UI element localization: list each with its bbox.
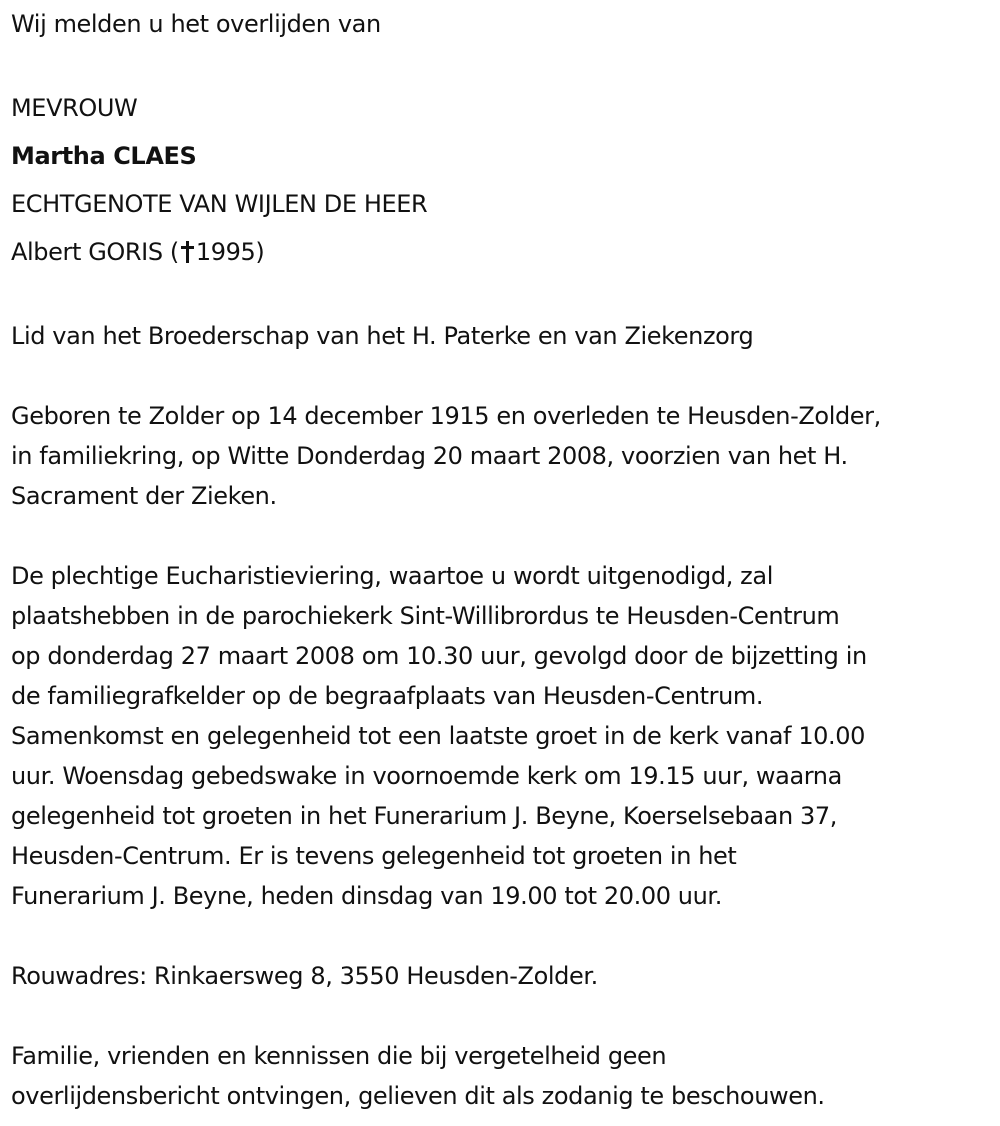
deceased-name: Martha CLAES (11, 142, 197, 170)
intro-text: Wij melden u het overlijden van (11, 10, 381, 38)
title-prefix: MEVROUW (11, 94, 138, 122)
paragraph-line: Familie, vrienden en kennissen die bij vergetelheid geen (11, 1042, 667, 1070)
paragraph-line: op donderdag 27 maart 2008 om 10.30 uur, gevolgd door de bijzetting in (11, 642, 867, 670)
paragraph-line: Samenkomst en gelegenheid tot een laatste groet in de kerk vanaf 10.00 (11, 722, 866, 750)
spouse-death-year: 1995) (195, 238, 265, 266)
death-notice (11, 4, 996, 1116)
spouse-relation: ECHTGENOTE VAN WIJLEN DE HEER (11, 190, 428, 218)
ceremony-paragraph (11, 556, 996, 916)
spacer (11, 516, 996, 556)
paragraph-line: overlijdensbericht ontvingen, gelieven dit als zodanig te beschouwen. (11, 1082, 825, 1110)
closing-paragraph (11, 1036, 996, 1116)
deceased-header (11, 84, 996, 276)
spouse-line (11, 228, 996, 276)
mourning-address: Rouwadres: Rinkaersweg 8, 3550 Heusden-Zolder. (11, 962, 598, 990)
spacer (11, 916, 996, 956)
paragraph-line: Heusden-Centrum. Er is tevens gelegenheid tot groeten in het (11, 842, 737, 870)
paragraph-line: Funerarium J. Beyne, heden dinsdag van 19.00 tot 20.00 uur. (11, 882, 722, 910)
membership-text: Lid van het Broederschap van het H. Paterke en van Ziekenzorg (11, 322, 754, 350)
paragraph-line: in familiekring, op Witte Donderdag 20 maart 2008, voorzien van het H. (11, 442, 848, 470)
paragraph-line: Sacrament der Zieken. (11, 482, 277, 510)
spacer (11, 356, 996, 396)
paragraph-line: Geboren te Zolder op 14 december 1915 en overleden te Heusden-Zolder, (11, 402, 881, 430)
paragraph-line: uur. Woensdag gebedswake in voornoemde kerk om 19.15 uur, waarna (11, 762, 842, 790)
paragraph-line: gelegenheid tot groeten in het Funerarium J. Beyne, Koerselsebaan 37, (11, 802, 837, 830)
paragraph-line: De plechtige Eucharistieviering, waartoe u wordt uitgenodigd, zal (11, 562, 773, 590)
spacer (11, 276, 996, 316)
birth-death-paragraph (11, 396, 996, 516)
cross-icon (181, 241, 193, 263)
spouse-name: Albert GORIS ( (11, 238, 179, 266)
paragraph-line: plaatshebben in de parochiekerk Sint-Willibrordus te Heusden-Centrum (11, 602, 840, 630)
paragraph-line: de familiegrafkelder op de begraafplaats van Heusden-Centrum. (11, 682, 764, 710)
spacer (11, 996, 996, 1036)
intro-section (11, 4, 996, 84)
